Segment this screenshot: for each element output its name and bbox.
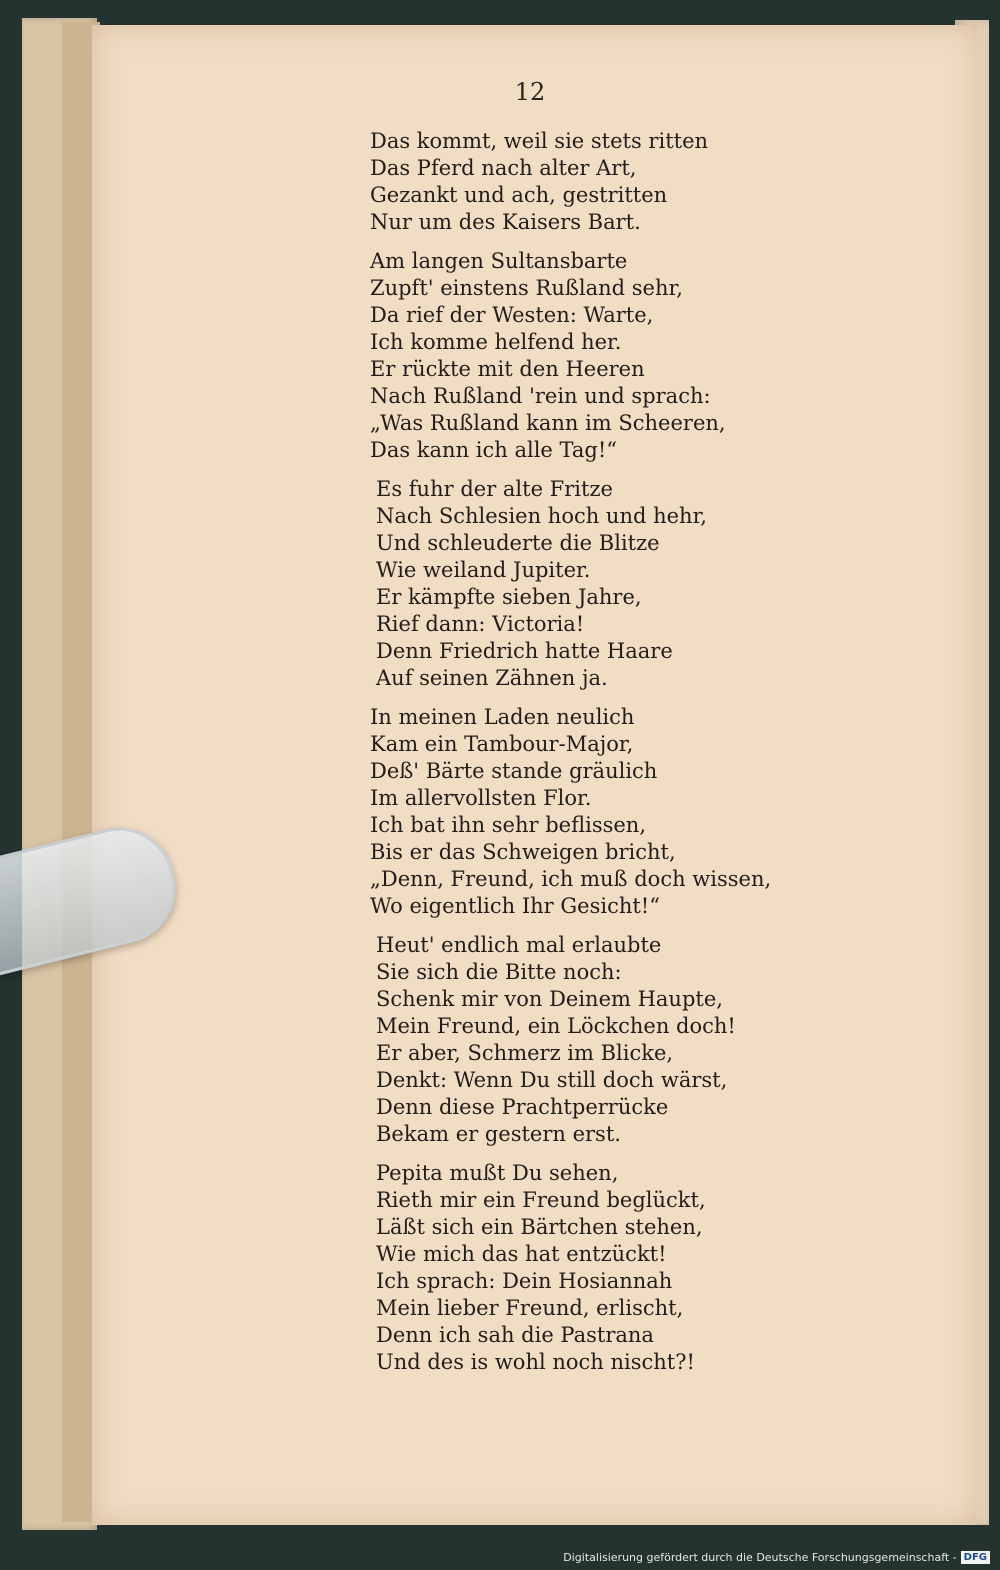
poem-line: Und schleuderte die Blitze xyxy=(376,531,660,555)
poem-line: Rief dann: Victoria! xyxy=(376,612,585,636)
poem-line: Und des is wohl noch nischt?! xyxy=(376,1350,695,1374)
poem-line: Ich bat ihn sehr beflissen, xyxy=(370,813,646,837)
poem-line: Nur um des Kaisers Bart. xyxy=(370,210,641,234)
poem-line: Denn Friedrich hatte Haare xyxy=(376,639,673,663)
poem-line: Er kämpfte sieben Jahre, xyxy=(376,585,642,609)
poem-line: Das Pferd nach alter Art, xyxy=(370,156,637,180)
poem-line: Wie mich das hat entzückt! xyxy=(376,1242,667,1266)
poem-line: Sie sich die Bitte noch: xyxy=(376,960,622,984)
page-number: 12 xyxy=(514,78,546,106)
poem-line: Bis er das Schweigen bricht, xyxy=(370,840,676,864)
poem-line: Er aber, Schmerz im Blicke, xyxy=(376,1041,674,1065)
poem-line: Nach Rußland 'rein und sprach: xyxy=(370,384,711,408)
poem-line: Schenk mir von Deinem Haupte, xyxy=(376,987,723,1011)
poem-line: Läßt sich ein Bärtchen stehen, xyxy=(376,1215,703,1239)
poem-line: Es fuhr der alte Fritze xyxy=(376,477,613,501)
poem-line: Nach Schlesien hoch und hehr, xyxy=(376,504,707,528)
stanza xyxy=(370,128,790,236)
poem-line: Pepita mußt Du sehen, xyxy=(376,1161,619,1185)
poem-line: Auf seinen Zähnen ja. xyxy=(376,666,608,690)
poem-line: Mein Freund, ein Löckchen doch! xyxy=(376,1014,736,1038)
stanza xyxy=(370,704,790,920)
poem-line: Da rief der Westen: Warte, xyxy=(370,303,654,327)
dfg-logo: DFG xyxy=(961,1551,990,1564)
poem-line: Wie weiland Jupiter. xyxy=(376,558,591,582)
poem-line: Deß' Bärte stande gräulich xyxy=(370,759,658,783)
poem-line: Im allervollsten Flor. xyxy=(370,786,592,810)
poem-line: Denn diese Prachtperrücke xyxy=(376,1095,669,1119)
poem-line: Gezankt und ach, gestritten xyxy=(370,183,668,207)
poem-text xyxy=(370,128,790,1388)
poem-line: Denkt: Wenn Du still doch wärst, xyxy=(376,1068,728,1092)
poem-line: Bekam er gestern erst. xyxy=(376,1122,621,1146)
poem-line: Heut' endlich mal erlaubte xyxy=(376,933,662,957)
poem-line: „Was Rußland kann im Scheeren, xyxy=(370,411,726,435)
poem-line: „Denn, Freund, ich muß doch wissen, xyxy=(370,867,772,891)
poem-line: Er rückte mit den Heeren xyxy=(370,357,645,381)
stanza xyxy=(370,1160,790,1376)
poem-line: Zupft' einstens Rußland sehr, xyxy=(370,276,683,300)
poem-line: Wo eigentlich Ihr Gesicht!“ xyxy=(370,894,660,918)
poem-line: Ich sprach: Dein Hosiannah xyxy=(376,1269,673,1293)
poem-line: Das kann ich alle Tag!“ xyxy=(370,438,618,462)
poem-line: In meinen Laden neulich xyxy=(370,705,635,729)
credit-text: Digitalisierung gefördert durch die Deutsche Forschungsgemeinschaft - xyxy=(563,1551,957,1564)
poem-line: Mein lieber Freund, erlischt, xyxy=(376,1296,684,1320)
stanza xyxy=(370,932,790,1148)
poem-line: Rieth mir ein Freund beglückt, xyxy=(376,1188,706,1212)
poem-line: Ich komme helfend her. xyxy=(370,330,622,354)
stanza xyxy=(370,248,790,464)
stanza xyxy=(370,476,790,692)
digitization-credit xyxy=(563,1551,990,1564)
poem-line: Das kommt, weil sie stets ritten xyxy=(370,129,709,153)
poem-line: Am langen Sultansbarte xyxy=(370,249,628,273)
poem-line: Kam ein Tambour-Major, xyxy=(370,732,634,756)
poem-line: Denn ich sah die Pastrana xyxy=(376,1323,654,1347)
